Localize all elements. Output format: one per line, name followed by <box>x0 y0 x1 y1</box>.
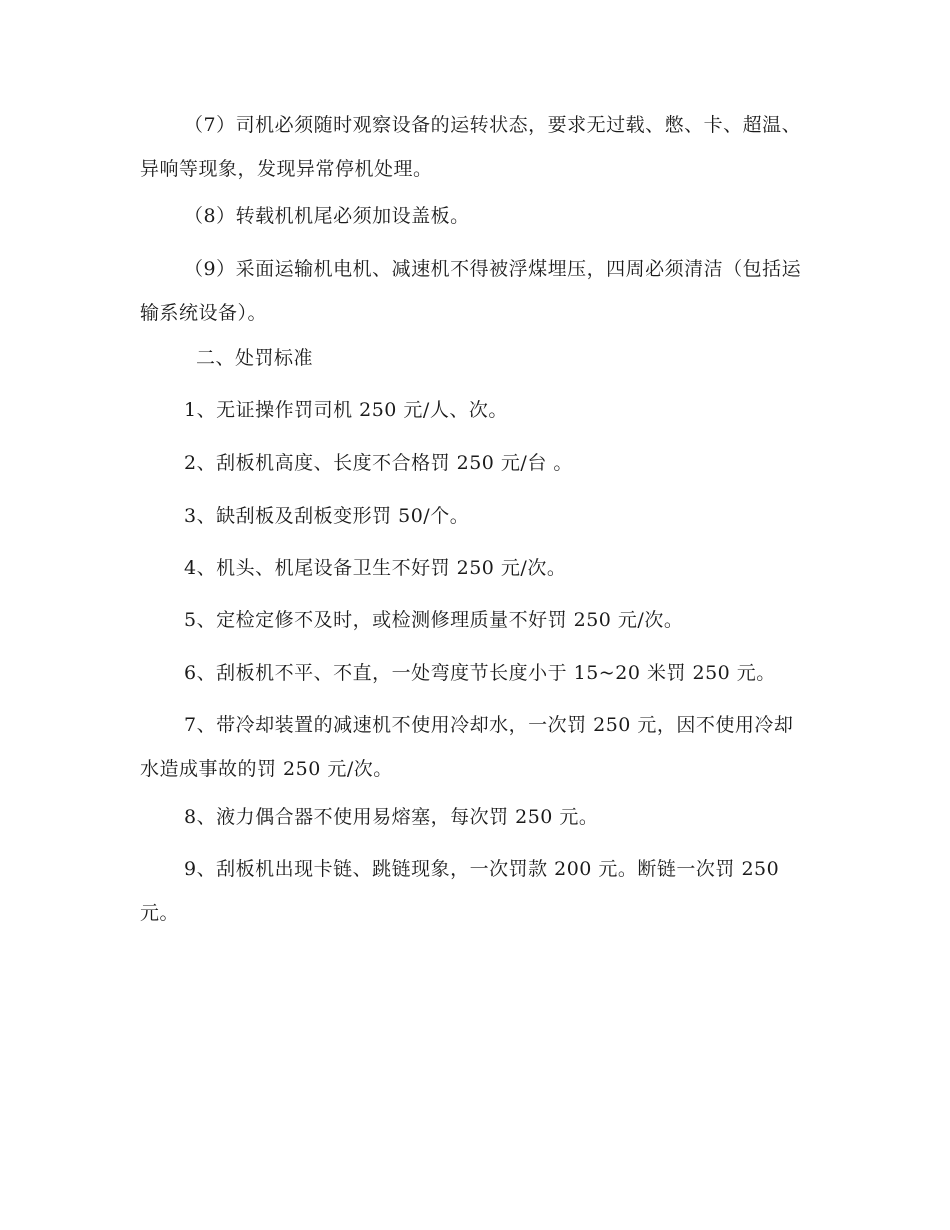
paragraph-8: （8）转载机机尾必须加设盖板。 <box>184 205 470 227</box>
penalty-item-8: 8、液力偶合器不使用易熔塞，每次罚 250 元。 <box>184 806 599 828</box>
paragraph-7: （7）司机必须随时观察设备的运转状态，要求无过载、憋、卡、超温、异响等现象，发现异常停机处理。 <box>140 114 802 180</box>
paragraph-9: （9）采面运输机电机、减速机不得被浮煤埋压，四周必须清洁（包括运输系统设备）。 <box>140 258 802 324</box>
penalty-item-6: 6、刮板机不平、不直，一处弯度节长度小于 15~20 米罚 250 元。 <box>184 662 776 684</box>
penalty-item-3: 3、缺刮板及刮板变形罚 50/个。 <box>184 505 470 527</box>
section-heading-penalty-standards: 二、处罚标准 <box>196 347 314 369</box>
penalty-item-1: 1、无证操作罚司机 250 元/人、次。 <box>184 399 508 421</box>
penalty-item-7: 7、带冷却装置的减速机不使用冷却水，一次罚 250 元，因不使用冷却水造成事故的罚 250 元/次。 <box>140 714 794 780</box>
penalty-item-2: 2、刮板机高度、长度不合格罚 250 元/台 。 <box>184 452 573 474</box>
penalty-item-5: 5、定检定修不及时，或检测修理质量不好罚 250 元/次。 <box>184 609 684 631</box>
penalty-item-9: 9、刮板机出现卡链、跳链现象，一次罚款 200 元。断链一次罚 250 元。 <box>140 858 786 924</box>
penalty-item-4: 4、机头、机尾设备卫生不好罚 250 元/次。 <box>184 557 567 579</box>
